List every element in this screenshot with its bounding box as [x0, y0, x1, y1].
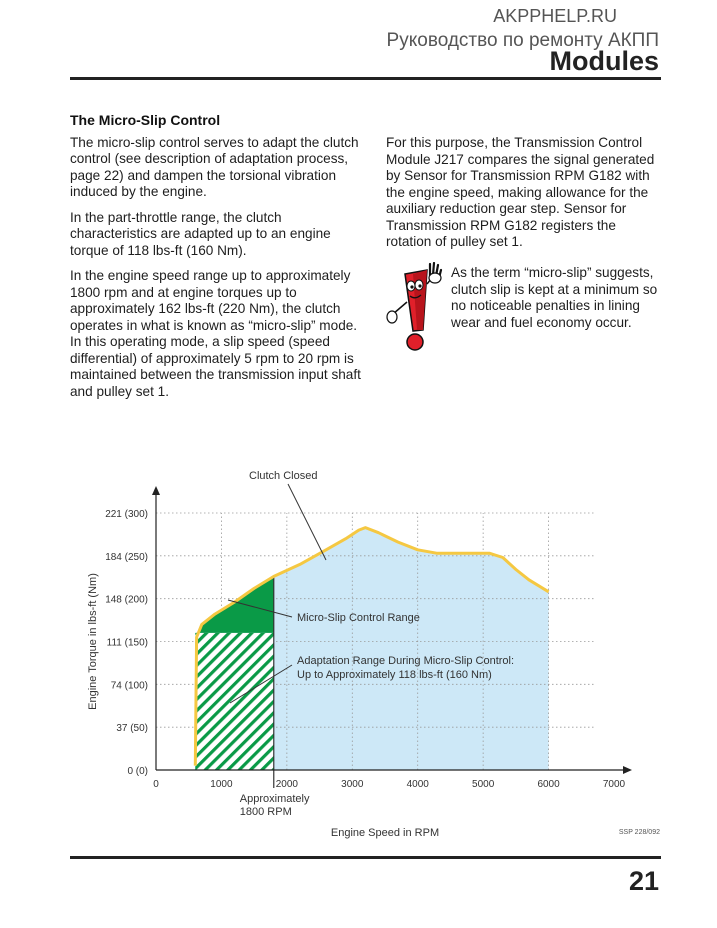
x-tick-label: 2000 — [275, 779, 298, 790]
rpm-marker-label-1: Approximately — [239, 793, 310, 805]
adaptation-range-region — [195, 633, 274, 770]
x-tick-label: 4000 — [406, 779, 429, 790]
page-number: 21 — [628, 866, 659, 896]
y-tick-label: 184 (250) — [105, 551, 148, 563]
paragraph-4: For this purpose, the Transmission Control Module J217 compares the signal generated by Sensor for Transmission RPM G182 with the engine speed, making allowance for the auxiliary reduction gear step. Sensor for Transmission RPM G182 registers the rotation of pulley set 1. — [386, 135, 655, 249]
x-axis-title: Engine Speed in RPM — [330, 827, 440, 839]
x-tick-label: 5000 — [472, 779, 495, 790]
paragraph-3: In the engine speed range up to approximately 1800 rpm and at engine torques up to approximately 162 lbs-ft (220 Nm), the clutch operates in what is known as “micro-slip” mode. In this operating mode, a slip speed (speed differential) of approximately 5 rpm to 20 rpm is maintained between the transmission input shaft and pulley set 1. — [70, 268, 361, 399]
x-tick-label: 7000 — [602, 779, 626, 790]
clutch-closed-leader — [288, 484, 326, 560]
y-tick-label: 221 (300) — [105, 509, 148, 520]
right-column — [386, 135, 662, 260]
figure-reference: SSP 228/092 — [618, 829, 660, 836]
micro-slip-note: As the term “micro-slip” suggests, clutch slip is kept at a minimum so no noticeable penalties in lining wear and fuel economy occur. — [451, 265, 658, 330]
y-tick-label: 74 (100) — [110, 680, 148, 692]
site-label: AKPPHELP.RU — [493, 6, 617, 26]
rpm-marker-label-2: 1800 RPM — [239, 806, 292, 818]
x-tick-label: 1000 — [210, 779, 233, 790]
clutch-closed-label: Clutch Closed — [249, 470, 318, 482]
x-axis-arrow — [623, 766, 632, 774]
y-tick-label: 111 (150) — [106, 637, 148, 649]
x-tick-label: 6000 — [537, 779, 560, 790]
y-tick-label: 37 (50) — [116, 723, 148, 735]
x-tick-label: 3000 — [341, 779, 364, 790]
left-column — [70, 112, 362, 409]
footer-rule — [70, 856, 661, 859]
manual-subtitle: Руководство по ремонту АКПП — [386, 30, 659, 51]
exclamation-mascot-icon — [383, 262, 445, 352]
paragraph-1: The micro-slip control serves to adapt the clutch control (see description of adaptation process, page 22) and dampen the torsional vibration induced by the engine. — [70, 134, 359, 199]
paragraph-2: In the part-throttle range, the clutch characteristics are adapted up to an engine torque of 118 lbs-ft (160 Nm). — [70, 209, 331, 258]
article-heading: The Micro-Slip Control — [70, 112, 221, 128]
y-tick-label: 0 (0) — [127, 766, 148, 777]
y-axis-arrow — [152, 486, 160, 495]
section-title: Modules — [549, 46, 659, 76]
torque-speed-chart — [0, 440, 717, 850]
y-axis-title: Engine Torque in lbs-ft (Nm) — [87, 573, 99, 710]
x-tick-label: 0 — [153, 779, 159, 790]
micro-slip-label: Micro-Slip Control Range — [297, 612, 420, 624]
header-rule — [70, 77, 661, 80]
adaptation-label-2: Up to Approximately 118 lbs-ft (160 Nm) — [297, 669, 492, 681]
y-tick-label: 148 (200) — [105, 594, 148, 606]
adaptation-label-1: Adaptation Range During Micro-Slip Control: — [297, 655, 515, 667]
